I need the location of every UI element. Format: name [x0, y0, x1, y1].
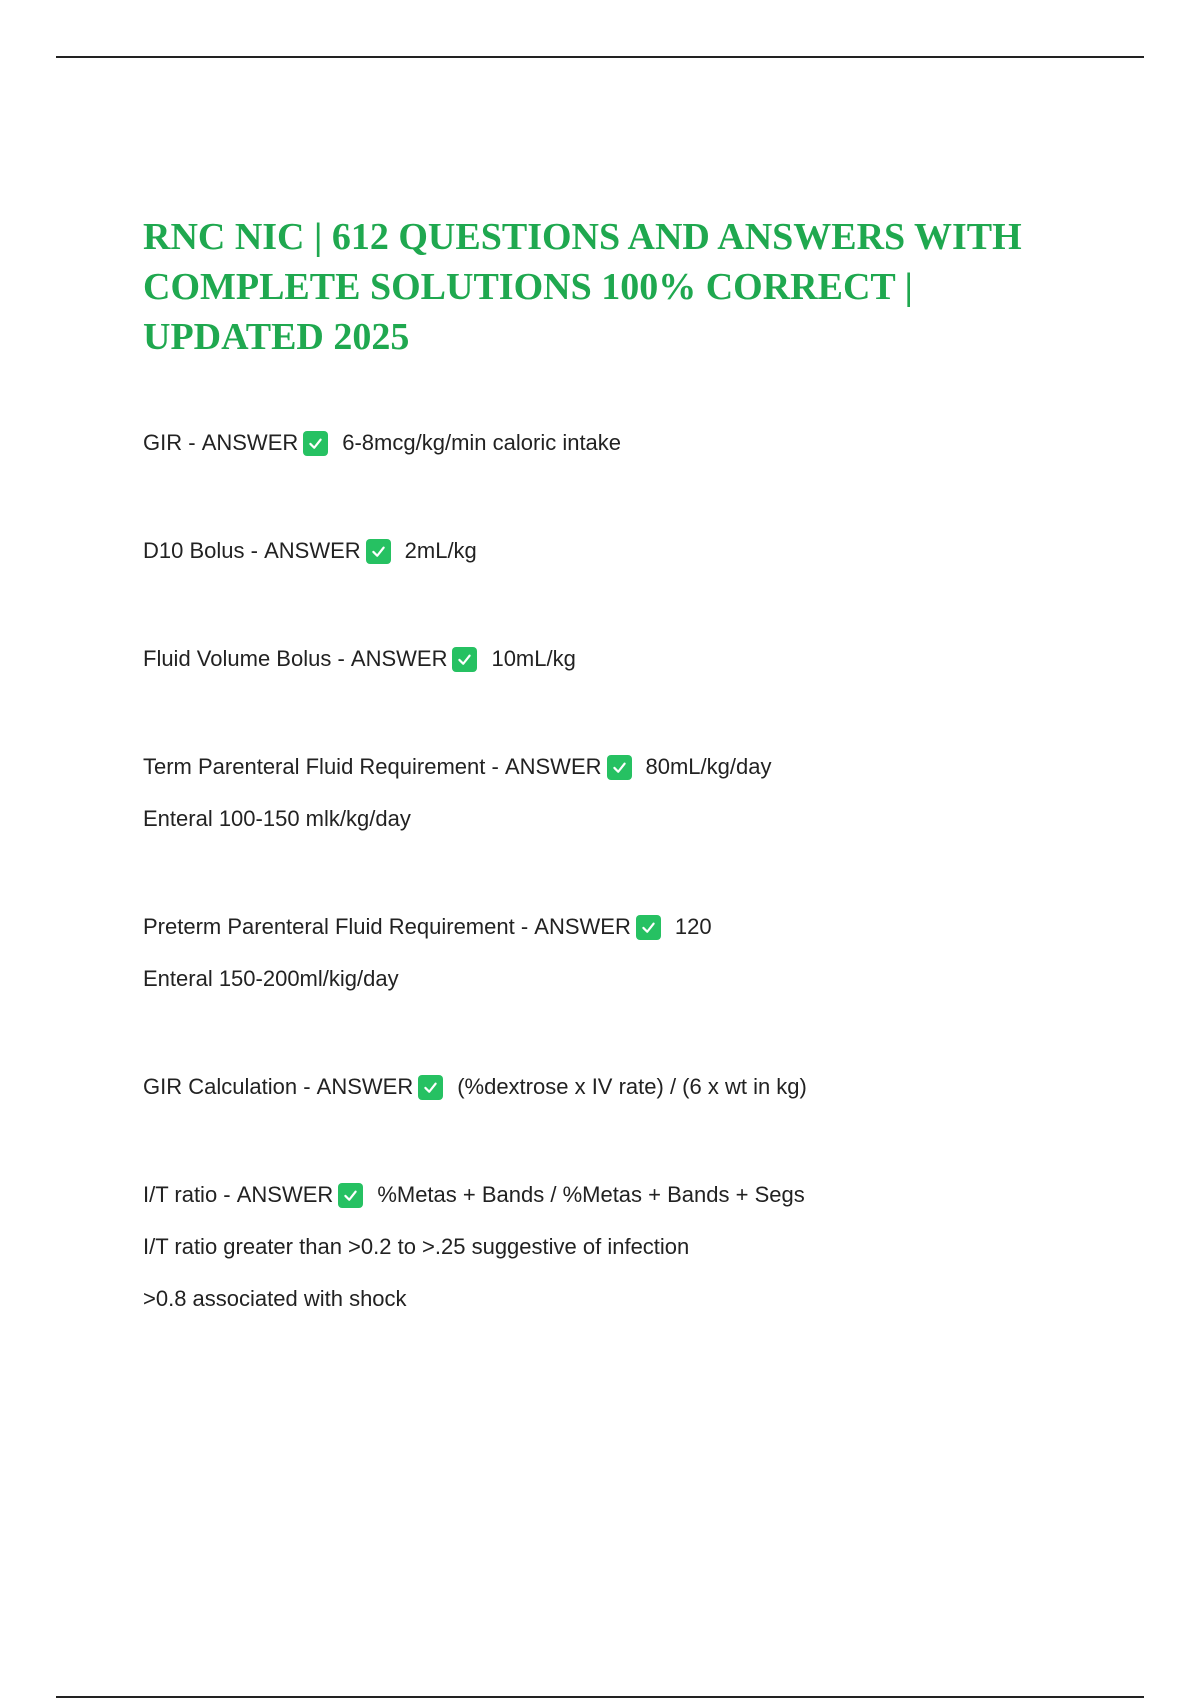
qa-line: [143, 417, 1093, 469]
checkmark-icon: [452, 647, 477, 672]
qa-item: [143, 741, 1093, 845]
answer-text: 6-8mcg/kg/min caloric intake: [342, 430, 622, 455]
answer-text: (%dextrose x IV rate) / (6 x wt in kg): [457, 1074, 807, 1099]
question-text: GIR: [143, 430, 183, 455]
checkmark-icon: [338, 1183, 363, 1208]
qa-item: [143, 1061, 1093, 1113]
checkmark-icon: [636, 915, 661, 940]
answer-text: 80mL/kg/day: [645, 754, 772, 779]
qa-item: [143, 1169, 1093, 1325]
answer-marker: ANSWER: [236, 1182, 334, 1207]
qa-line: [143, 901, 1093, 953]
answer-text: 10mL/kg: [491, 646, 576, 671]
question-text: Fluid Volume Bolus: [143, 646, 332, 671]
document-title: RNC NIC | 612 QUESTIONS AND ANSWERS WITH COMPLETE SOLUTIONS 100% CORRECT | UPDATED 2025: [143, 216, 1022, 358]
qa-item: [143, 417, 1093, 469]
answer-marker: ANSWER: [264, 538, 361, 563]
qa-item: [143, 633, 1093, 685]
answer-marker: ANSWER: [201, 430, 299, 455]
question-text: I/T ratio: [143, 1182, 218, 1207]
separator: -: [297, 1074, 317, 1099]
separator: -: [485, 754, 505, 779]
separator: -: [182, 430, 202, 455]
answer-marker: ANSWER: [504, 754, 602, 779]
answer-marker: ANSWER: [316, 1074, 414, 1099]
answer-note: Enteral 150-200ml/kig/day: [143, 966, 399, 991]
answer-text: %Metas + Bands / %Metas + Bands + Segs: [377, 1182, 805, 1207]
answer-note: Enteral 100-150 mlk/kg/day: [143, 806, 411, 831]
checkmark-icon: [303, 431, 328, 456]
separator: -: [244, 538, 265, 563]
qa-item: [143, 525, 1093, 577]
separator: -: [514, 914, 535, 939]
answer-note: >0.8 associated with shock: [143, 1286, 407, 1311]
separator: -: [217, 1182, 237, 1207]
qa-item: [143, 901, 1093, 1005]
checkmark-icon: [418, 1075, 443, 1100]
answer-note: I/T ratio greater than >0.2 to >.25 suggestive of infection: [143, 1234, 690, 1259]
answer-marker: ANSWER: [534, 914, 631, 939]
qa-line: [143, 525, 1093, 577]
checkmark-icon: [607, 755, 632, 780]
qa-line: [143, 633, 1093, 685]
footer-rule: [56, 1696, 1144, 1698]
header-rule: [56, 56, 1144, 58]
separator: -: [331, 646, 351, 671]
qa-line: [143, 1169, 1093, 1221]
question-text: Preterm Parenteral Fluid Requirement: [143, 914, 515, 939]
answer-text: 2mL/kg: [404, 538, 477, 563]
answer-marker: ANSWER: [350, 646, 448, 671]
qa-line: [143, 741, 1093, 793]
checkmark-icon: [366, 539, 391, 564]
qa-line: [143, 1061, 1093, 1113]
question-text: Term Parenteral Fluid Requirement: [143, 754, 486, 779]
question-text: D10 Bolus: [143, 538, 245, 563]
document-body: [143, 212, 1093, 1381]
answer-text: 120: [674, 914, 712, 939]
question-text: GIR Calculation: [143, 1074, 298, 1099]
qa-list: [143, 417, 1093, 1325]
